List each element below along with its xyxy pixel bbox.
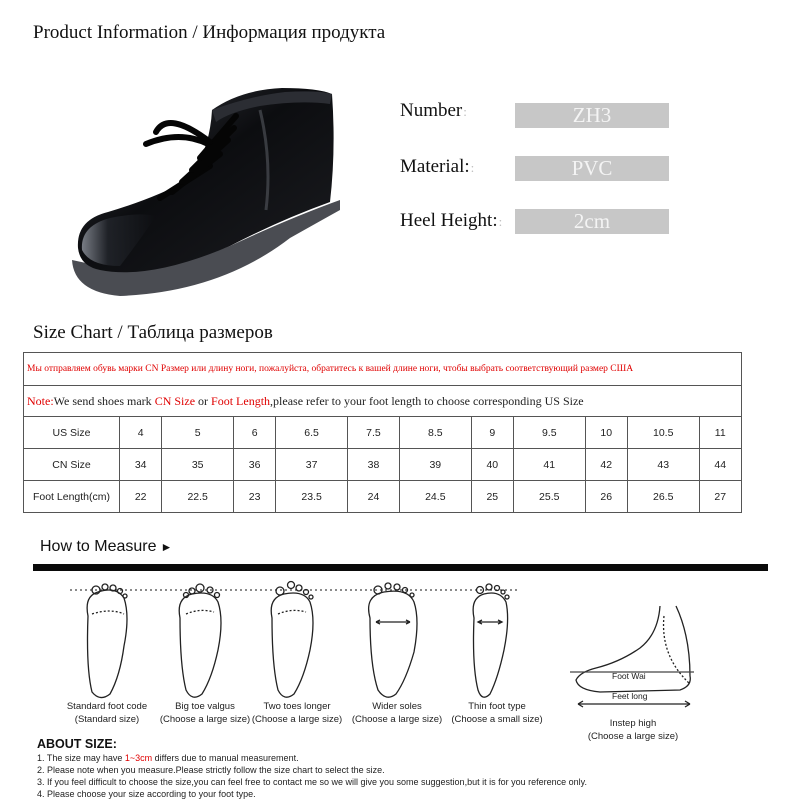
foot-two-toes-longer-icon — [271, 582, 313, 698]
table-cell: 41 — [513, 449, 585, 481]
table-row — [24, 449, 742, 481]
table-cell: 39 — [400, 449, 472, 481]
table-cell: 10 — [585, 417, 627, 449]
table-row — [24, 481, 742, 513]
material-value: PVC — [515, 156, 669, 181]
table-cell: 38 — [347, 449, 399, 481]
table-cell: 6.5 — [276, 417, 348, 449]
table-cell: 27 — [699, 481, 741, 513]
table-cell: 25.5 — [513, 481, 585, 513]
list-item: 1. The size may have 1~3cm differs due to manual measurement. — [37, 753, 299, 763]
page-title: Product Information / Информация продукта — [33, 22, 386, 43]
heel-height-label: Heel Height:: — [400, 210, 503, 231]
table-cell: 6 — [233, 417, 275, 449]
caption-instep-high: Instep high (Choose a large size) — [587, 718, 679, 742]
material-label: Material:: — [400, 156, 475, 177]
table-row — [24, 386, 742, 417]
table-cell: 35 — [162, 449, 234, 481]
foot-big-toe-valgus-icon — [179, 584, 221, 697]
table-cell: 8.5 — [400, 417, 472, 449]
divider — [33, 564, 768, 571]
table-cell: 23.5 — [276, 481, 348, 513]
table-cell: 43 — [627, 449, 699, 481]
table-cell: 24.5 — [400, 481, 472, 513]
caption-big-toe-valgus: Big toe valgus (Choose a large size) — [159, 701, 251, 725]
table-cell: 24 — [347, 481, 399, 513]
table-cell: 5 — [162, 417, 234, 449]
heel-height-value: 2cm — [515, 209, 669, 234]
table-cell: 40 — [471, 449, 513, 481]
foot-wider-soles-icon — [369, 583, 417, 697]
row-label-us: US Size — [24, 417, 120, 449]
table-cell: 34 — [120, 449, 162, 481]
table-cell: 26.5 — [627, 481, 699, 513]
table-cell: 22 — [120, 481, 162, 513]
table-cell: 44 — [699, 449, 741, 481]
number-value: ZH3 — [515, 103, 669, 128]
foot-standard-icon — [87, 584, 127, 698]
table-cell: 37 — [276, 449, 348, 481]
table-cell: 42 — [585, 449, 627, 481]
caption-thin-foot: Thin foot type (Choose a small size) — [451, 701, 543, 725]
caption-wider-soles: Wider soles (Choose a large size) — [351, 701, 443, 725]
about-size-list — [37, 752, 587, 800]
number-label: Number: — [400, 100, 467, 121]
table-cell: 10.5 — [627, 417, 699, 449]
feet-long-label: Feet long — [612, 691, 648, 701]
arrow-right-icon: ► — [160, 540, 173, 554]
row-label-foot-length: Foot Length(cm) — [24, 481, 120, 513]
table-cell: 9 — [471, 417, 513, 449]
about-size-title: ABOUT SIZE: — [37, 737, 117, 751]
note-english: Note:We send shoes mark CN Size or Foot Length,please refer to your foot length to choose corresponding US Size — [24, 386, 742, 417]
table-cell: 22.5 — [162, 481, 234, 513]
table-cell: 25 — [471, 481, 513, 513]
row-label-cn: CN Size — [24, 449, 120, 481]
foot-thin-type-icon — [473, 584, 509, 697]
table-cell: 36 — [233, 449, 275, 481]
list-item: 4. Please choose your size according to your foot type. — [37, 789, 256, 799]
foot-wai-label: Foot Wai — [612, 671, 646, 681]
table-cell: 11 — [699, 417, 741, 449]
caption-standard: Standard foot code (Standard size) — [66, 701, 148, 725]
list-item: 2. Please note when you measure.Please strictly follow the size chart to select the size. — [37, 765, 385, 775]
size-table — [23, 352, 742, 513]
size-chart-title: Size Chart / Таблица размеров — [33, 322, 273, 343]
how-to-measure-title: How to Measure ► — [40, 538, 173, 555]
list-item: 3. If you feel difficult to choose the size,you can feel free to contact me so we will give you some suggestion,but it is for you reference only. — [37, 777, 587, 787]
table-cell: 7.5 — [347, 417, 399, 449]
table-row — [24, 353, 742, 386]
table-cell: 26 — [585, 481, 627, 513]
caption-two-toes-longer: Two toes longer (Choose a large size) — [251, 701, 343, 725]
table-cell: 23 — [233, 481, 275, 513]
note-russian: Мы отправляем обувь марки CN Размер или длину ноги, пожалуйста, обратитесь к вашей длине ноги, чтобы выбрать соответствующий размер США — [24, 353, 742, 386]
table-cell: 9.5 — [513, 417, 585, 449]
table-cell: 4 — [120, 417, 162, 449]
shoe-product-image — [60, 70, 360, 310]
table-row — [24, 417, 742, 449]
